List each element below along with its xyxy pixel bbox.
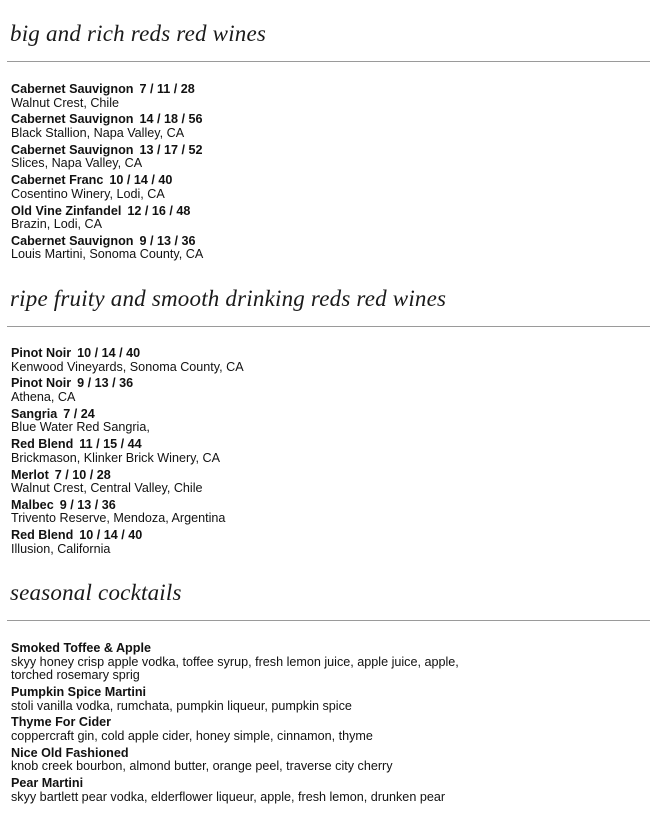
item-name: Cabernet Sauvignon xyxy=(11,112,134,127)
item-description: Trivento Reserve, Mendoza, Argentina xyxy=(11,511,226,526)
section-title: seasonal cocktails xyxy=(10,580,182,605)
item-description: Cosentino Winery, Lodi, CA xyxy=(11,186,165,201)
item-price: 9 / 13 / 36 xyxy=(139,233,196,248)
item-price: 14 / 18 / 56 xyxy=(139,112,203,127)
item-description: Brickmason, Klinker Brick Winery, CA xyxy=(11,450,221,465)
item-price: 9 / 13 / 36 xyxy=(77,376,134,391)
item-name: Cabernet Sauvignon xyxy=(11,142,134,157)
menu-item xyxy=(11,347,244,377)
item-description: skyy bartlett pear vodka, elderflower liqueur, apple, fresh lemon, drunken pear xyxy=(11,789,446,804)
item-price: 10 / 14 / 40 xyxy=(79,528,143,543)
menu-item xyxy=(11,469,244,499)
item-description: coppercraft gin, cold apple cider, honey simple, cinnamon, thyme xyxy=(11,728,373,743)
item-price: 7 / 24 xyxy=(63,406,95,421)
item-name: Thyme For Cider xyxy=(11,715,112,730)
item-name: Smoked Toffee & Apple xyxy=(11,641,151,655)
item-description: Athena, CA xyxy=(11,389,76,404)
item-name: Merlot xyxy=(11,467,49,482)
item-price: 10 / 14 / 40 xyxy=(77,346,141,360)
item-name: Cabernet Franc xyxy=(11,173,104,188)
menu-item-list xyxy=(11,83,203,265)
item-name: Malbec xyxy=(11,497,54,512)
item-description: Brazin, Lodi, CA xyxy=(11,217,102,232)
item-description: Black Stallion, Napa Valley, CA xyxy=(11,125,185,140)
section-divider xyxy=(7,620,650,621)
item-price: 13 / 17 / 52 xyxy=(139,142,203,157)
menu-item xyxy=(11,235,203,265)
item-name: Pinot Noir xyxy=(11,346,72,360)
item-description: Blue Water Red Sangria, xyxy=(11,420,150,435)
item-description: Slices, Napa Valley, CA xyxy=(11,156,143,171)
item-description: knob creek bourbon, almond butter, orange peel, traverse city cherry xyxy=(11,759,393,774)
section-title: ripe fruity and smooth drinking reds red wines xyxy=(10,286,447,311)
item-description: Kenwood Vineyards, Sonoma County, CA xyxy=(11,359,244,374)
item-name: Red Blend xyxy=(11,437,74,452)
item-description: Illusion, California xyxy=(11,541,111,556)
menu-item xyxy=(11,716,459,746)
item-name: Cabernet Sauvignon xyxy=(11,82,134,96)
item-name: Old Vine Zinfandel xyxy=(11,203,122,218)
item-price: 7 / 11 / 28 xyxy=(139,82,195,96)
menu-item-list xyxy=(11,642,459,808)
item-price: 11 / 15 / 44 xyxy=(79,437,142,452)
item-description: Walnut Crest, Central Valley, Chile xyxy=(11,481,203,496)
section-title: big and rich reds red wines xyxy=(10,21,267,46)
menu-item xyxy=(11,642,459,686)
item-name: Nice Old Fashioned xyxy=(11,745,129,760)
menu-item xyxy=(11,747,459,777)
menu-item xyxy=(11,777,459,807)
item-name: Pear Martini xyxy=(11,776,84,791)
menu-item xyxy=(11,408,244,438)
menu-item xyxy=(11,499,244,529)
menu-item xyxy=(11,174,203,204)
menu-item xyxy=(11,144,203,174)
menu-item xyxy=(11,83,203,113)
item-description: Louis Martini, Sonoma County, CA xyxy=(11,247,204,262)
menu-item xyxy=(11,529,244,559)
item-name: Pinot Noir xyxy=(11,376,72,391)
menu-item xyxy=(11,438,244,468)
menu-item xyxy=(11,205,203,235)
section-divider xyxy=(7,61,650,62)
item-price: 9 / 13 / 36 xyxy=(59,497,116,512)
item-name: Red Blend xyxy=(11,528,74,543)
item-price: 7 / 10 / 28 xyxy=(54,467,111,482)
item-price: 12 / 16 / 48 xyxy=(127,203,191,218)
item-name: Sangria xyxy=(11,406,58,421)
item-description: stoli vanilla vodka, rumchata, pumpkin liqueur, pumpkin spice xyxy=(11,698,352,713)
item-description: Walnut Crest, Chile xyxy=(11,95,120,110)
item-name: Cabernet Sauvignon xyxy=(11,233,134,248)
item-name: Pumpkin Spice Martini xyxy=(11,685,147,699)
menu-item xyxy=(11,686,459,716)
menu-item xyxy=(11,377,244,407)
item-description: skyy honey crisp apple vodka, toffee syrup, fresh lemon juice, apple juice, apple, torched rosemary sprig xyxy=(11,654,459,682)
menu-item xyxy=(11,113,203,143)
section-divider xyxy=(7,326,650,327)
menu-item-list xyxy=(11,347,244,560)
item-price: 10 / 14 / 40 xyxy=(109,173,173,188)
